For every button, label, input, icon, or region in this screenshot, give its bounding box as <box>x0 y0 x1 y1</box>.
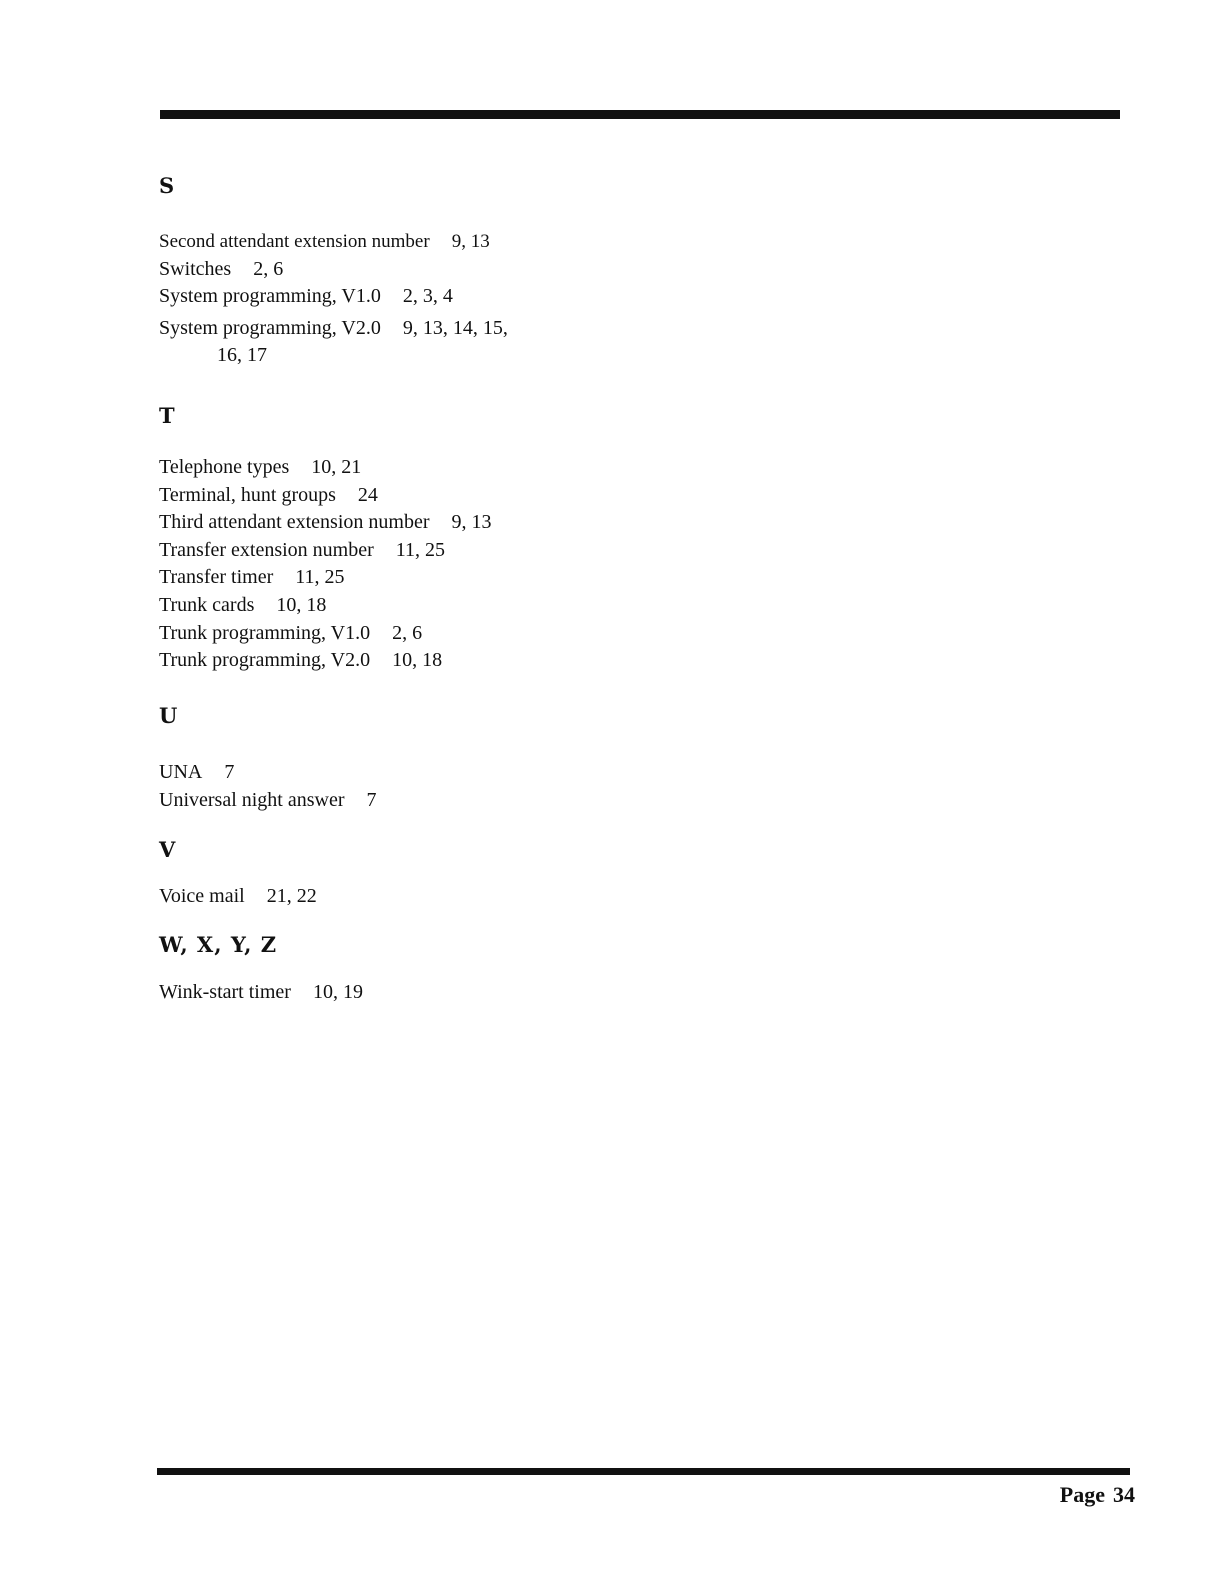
entry-pages-continued: 16, 17 <box>217 344 267 367</box>
entry-pages: 10, 18 <box>392 649 443 672</box>
index-entry <box>159 592 491 620</box>
index-entry-list <box>159 979 363 1007</box>
index-entry-list <box>159 454 491 675</box>
entry-term: Terminal, hunt groups <box>159 483 336 506</box>
index-entry <box>159 315 508 370</box>
index-entry <box>159 228 508 256</box>
bottom-rule <box>157 1468 1130 1475</box>
entry-pages: 7 <box>224 761 235 783</box>
index-entry <box>159 564 491 592</box>
index-entry <box>159 537 491 565</box>
index-entry <box>159 787 377 815</box>
entry-term: Second attendant extension number <box>159 231 430 252</box>
index-entry-list <box>159 228 508 370</box>
entry-term: Telephone types <box>159 456 290 478</box>
entry-pages: 7 <box>366 788 377 811</box>
top-rule <box>160 110 1120 119</box>
section-heading: S <box>159 173 176 198</box>
index-entry <box>159 647 491 675</box>
entry-pages: 10, 19 <box>312 981 363 1003</box>
entry-term: Transfer extension number <box>159 538 374 561</box>
entry-pages: 9, 13, 14, 15, <box>402 316 508 339</box>
page-number <box>1060 1482 1135 1508</box>
entry-term: Trunk programming, V2.0 <box>159 649 371 672</box>
index-section-s <box>159 174 508 370</box>
entry-pages: 9, 13 <box>451 511 492 534</box>
entry-term: Voice mail <box>159 885 245 907</box>
index-entry-list <box>159 759 377 814</box>
index-section-wxyz <box>159 933 363 1007</box>
section-heading: T <box>159 403 176 428</box>
index-entry <box>159 883 317 911</box>
entry-term: Wink-start timer <box>159 981 291 1003</box>
entry-term: System programming, V1.0 <box>159 285 381 308</box>
entry-term: Trunk cards <box>159 593 255 616</box>
entry-pages: 2, 6 <box>392 621 423 644</box>
entry-pages: 10, 21 <box>311 456 362 478</box>
entry-pages: 10, 18 <box>276 593 327 616</box>
page-number-value: 34 <box>1113 1482 1135 1507</box>
entry-pages: 11, 25 <box>395 538 446 561</box>
entry-pages: 21, 22 <box>266 885 317 907</box>
section-heading: V <box>159 837 177 862</box>
entry-term: UNA <box>159 761 203 783</box>
entry-pages: 9, 13 <box>451 231 490 252</box>
index-entry <box>159 482 491 510</box>
section-heading: W, X, Y, Z <box>159 932 278 957</box>
entry-pages: 2, 6 <box>253 257 284 280</box>
entry-term: Switches <box>159 257 232 280</box>
entry-pages: 24 <box>357 483 378 506</box>
index-entry <box>159 454 491 482</box>
index-entry-list <box>159 883 317 911</box>
entry-term: System programming, V2.0 <box>159 316 381 339</box>
index-entry <box>159 759 377 787</box>
index-section-t <box>159 404 491 675</box>
index-entry <box>159 283 508 311</box>
index-section-v <box>159 838 317 911</box>
index-section-u <box>159 704 377 814</box>
entry-pages: 11, 25 <box>295 566 345 589</box>
entry-pages: 2, 3, 4 <box>402 285 453 308</box>
entry-term: Third attendant extension number <box>159 511 430 534</box>
index-entry <box>159 256 508 284</box>
index-entry <box>159 620 491 648</box>
page-label: Page <box>1059 1482 1105 1507</box>
entry-term: Trunk programming, V1.0 <box>159 621 371 644</box>
index-entry <box>159 979 363 1007</box>
index-entry <box>159 509 491 537</box>
entry-term: Universal night answer <box>159 788 345 811</box>
section-heading: U <box>159 703 179 728</box>
entry-term: Transfer timer <box>159 566 274 589</box>
